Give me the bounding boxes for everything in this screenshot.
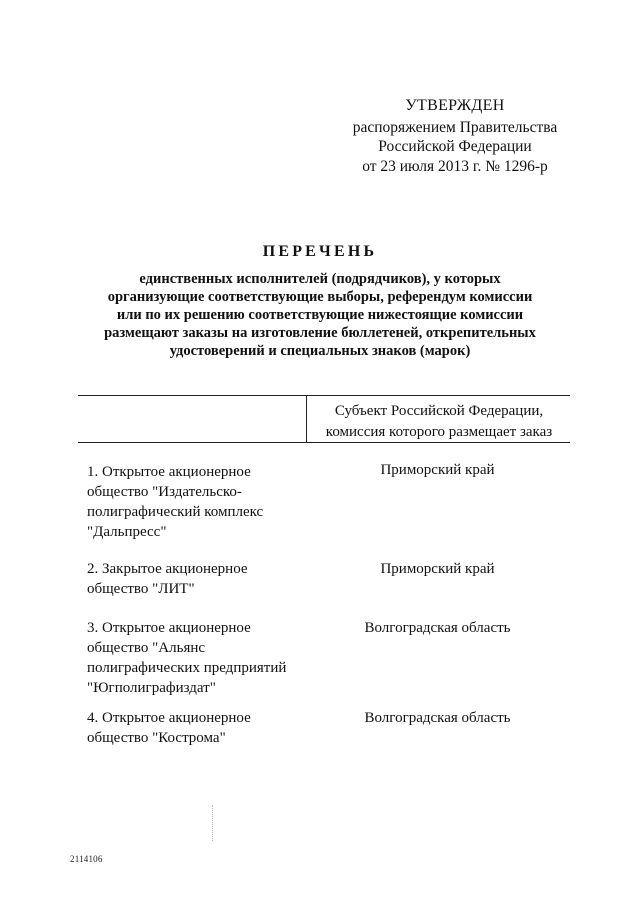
table-row-region: Волгоградская область	[364, 620, 511, 636]
approval-stamp	[330, 96, 580, 176]
document-title: ПЕРЕЧЕНЬ	[262, 243, 378, 260]
approval-heading: УТВЕРЖДЕН	[405, 97, 505, 114]
subtitle-line: удостоверений и специальных знаков (марок)	[169, 343, 471, 359]
subtitle-line: размещают заказы на изготовление бюллетеней, открепительных	[104, 325, 536, 341]
contractor-line: полиграфический комплекс	[87, 504, 264, 520]
contractor-line: общество "ЛИТ"	[87, 581, 195, 597]
document-code: 2114106	[70, 854, 103, 864]
contractor-line: 2. Закрытое акционерное	[87, 561, 248, 577]
scan-artifact	[212, 805, 214, 841]
table-row-contractor	[87, 618, 297, 698]
contractor-line: "Дальпресс"	[87, 524, 167, 540]
header-line: Субъект Российской Федерации,	[334, 403, 544, 419]
approval-line: Российской Федерации	[378, 138, 532, 155]
contractor-line: 1. Открытое акционерное	[87, 464, 251, 480]
table-row-contractor	[87, 462, 297, 542]
approval-line: от 23 июля 2013 г. № 1296-р	[362, 157, 548, 175]
table-row-region: Волгоградская область	[364, 710, 511, 726]
table-row-contractor	[87, 708, 297, 748]
contractor-line: общество "Кострома"	[87, 730, 226, 746]
subtitle-line: единственных исполнителей (подрядчиков), у которых	[139, 271, 501, 287]
document-subtitle	[80, 270, 560, 360]
contractor-line: 3. Открытое акционерное	[87, 620, 251, 636]
table-top-rule	[78, 395, 570, 396]
table-column-divider	[306, 395, 307, 443]
contractor-line: общество "Альянс	[87, 640, 206, 656]
region-column-header	[308, 401, 570, 443]
subtitle-line: или по их решению соответствующие нижестоящие комиссии	[116, 307, 524, 323]
table-row-region: Приморский край	[380, 462, 495, 478]
contractor-line: полиграфических предприятий	[87, 660, 287, 676]
table-row-region: Приморский край	[380, 561, 495, 577]
approval-line: распоряжением Правительства	[352, 118, 558, 136]
header-line: комиссия которого размещает заказ	[325, 424, 553, 440]
contractor-line: "Югполиграфиздат"	[87, 680, 216, 696]
subtitle-line: организующие соответствующие выборы, референдум комиссии	[107, 289, 533, 305]
contractor-line: 4. Открытое акционерное	[87, 710, 251, 726]
table-row-contractor	[87, 559, 297, 599]
contractor-line: общество "Издательско-	[87, 484, 242, 500]
